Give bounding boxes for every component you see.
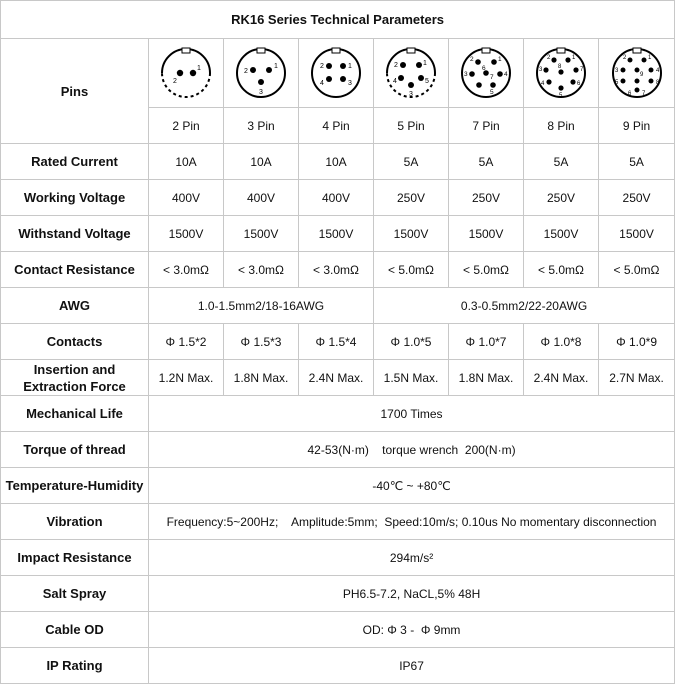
- table-cell: 2.4N Max.: [524, 360, 599, 396]
- table-row: [1, 468, 675, 504]
- connector-4pin-icon: [303, 43, 369, 103]
- pin: [620, 79, 625, 84]
- pin-type-cell: 2 Pin: [149, 108, 224, 144]
- row-label: Salt Spray: [1, 576, 149, 612]
- table-cell: 1.8N Max.: [224, 360, 299, 396]
- pin-number: 2: [470, 56, 474, 63]
- table-cell: 5A: [524, 144, 599, 180]
- pin-number: 3: [409, 91, 413, 98]
- row-label: Vibration: [1, 504, 149, 540]
- pin: [340, 76, 346, 82]
- pin: [497, 71, 503, 77]
- table-cell: 400V: [224, 180, 299, 216]
- connector-outline-lower: [162, 73, 210, 97]
- keyway-notch: [407, 48, 415, 53]
- pin: [266, 67, 272, 73]
- table-row: [1, 540, 675, 576]
- table-row: [1, 360, 675, 396]
- pin-number: 4: [504, 71, 508, 78]
- table-cell: 1700 Times: [149, 396, 675, 432]
- table-cell: Φ 1.5*4: [299, 324, 374, 360]
- row-label: Temperature-Humidity: [1, 468, 149, 504]
- pin-number: 2: [244, 68, 248, 75]
- pin: [634, 68, 639, 73]
- pin: [558, 69, 563, 74]
- table-row: [1, 396, 675, 432]
- connector-2pin-icon: [153, 43, 219, 103]
- pin: [190, 70, 196, 76]
- table-row: [1, 180, 675, 216]
- table-row: [1, 576, 675, 612]
- table-cell: Φ 1.0*9: [599, 324, 675, 360]
- table-row: [1, 288, 675, 324]
- row-label-line: Extraction Force: [23, 378, 126, 394]
- pin: [620, 68, 625, 73]
- table-cell: 1.0-1.5mm2/18-16AWG: [149, 288, 374, 324]
- table-cell: 42-53(N·m) torque wrench 200(N·m): [149, 432, 675, 468]
- connector-9pin-icon: [604, 43, 670, 103]
- row-label: Torque of thread: [1, 432, 149, 468]
- pin: [326, 76, 332, 82]
- pin-number: 1: [274, 63, 278, 70]
- table-cell: 5A: [374, 144, 449, 180]
- pin-number: 8: [558, 64, 562, 70]
- pin: [551, 57, 556, 62]
- table-cell: 1500V: [299, 216, 374, 252]
- pin: [573, 67, 578, 72]
- pin: [490, 82, 496, 88]
- pin: [475, 59, 481, 65]
- table-cell: 0.3-0.5mm2/22-20AWG: [374, 288, 675, 324]
- pin-number: 8: [655, 80, 659, 86]
- table-cell: 2.7N Max.: [599, 360, 675, 396]
- pin-diagram-9: [599, 39, 675, 108]
- pin-number: 7: [641, 91, 645, 97]
- table-cell: 5A: [449, 144, 524, 180]
- table-row: [1, 648, 675, 684]
- row-label-line: Insertion and: [33, 361, 116, 377]
- pin-number: 7: [490, 74, 494, 81]
- table-row: [1, 144, 675, 180]
- table-cell: 10A: [149, 144, 224, 180]
- pin-number: 3: [464, 71, 468, 78]
- row-label: Mechanical Life: [1, 396, 149, 432]
- pin-number: 5: [425, 78, 429, 85]
- table-cell: 1500V: [149, 216, 224, 252]
- table-cell: 1500V: [449, 216, 524, 252]
- pin-type-cell: 4 Pin: [299, 108, 374, 144]
- pin: [570, 79, 575, 84]
- connector-outline: [312, 49, 360, 97]
- keyway-notch: [332, 48, 340, 53]
- pin: [408, 82, 414, 88]
- pin: [326, 63, 332, 69]
- table-cell: < 5.0mΩ: [374, 252, 449, 288]
- table-title: RK16 Series Technical Parameters: [1, 1, 675, 39]
- row-label: AWG: [1, 288, 149, 324]
- table-row: [1, 324, 675, 360]
- pin: [400, 62, 406, 68]
- pin-number: 2: [320, 63, 324, 70]
- pin-number: 4: [655, 68, 659, 74]
- table-cell: < 3.0mΩ: [149, 252, 224, 288]
- pin-number: 1: [647, 55, 651, 61]
- table-cell: 1500V: [524, 216, 599, 252]
- table-cell: IP67: [149, 648, 675, 684]
- row-label: Withstand Voltage: [1, 216, 149, 252]
- pin-diagram-3: [224, 39, 299, 108]
- pin: [543, 67, 548, 72]
- table-row: [1, 432, 675, 468]
- pin: [565, 57, 570, 62]
- pin: [416, 62, 422, 68]
- table-cell: 250V: [374, 180, 449, 216]
- connector-5pin-icon: [378, 43, 444, 103]
- table-cell: < 5.0mΩ: [524, 252, 599, 288]
- pin-number: 3: [259, 89, 263, 96]
- row-label: Cable OD: [1, 612, 149, 648]
- pin-number: 5: [490, 89, 494, 96]
- table-cell: < 5.0mΩ: [599, 252, 675, 288]
- pin: [627, 58, 632, 63]
- pin: [258, 79, 264, 85]
- pin-type-cell: 3 Pin: [224, 108, 299, 144]
- pin: [340, 63, 346, 69]
- pin: [634, 88, 639, 93]
- pin-number: 1: [572, 55, 576, 61]
- table-cell: OD: Φ 3 - Φ 9mm: [149, 612, 675, 648]
- table-cell: -40℃ ~ +80℃: [149, 468, 675, 504]
- pin-number: 1: [423, 60, 427, 67]
- table-cell: Φ 1.0*7: [449, 324, 524, 360]
- pin: [177, 70, 183, 76]
- table-cell: 1500V: [599, 216, 675, 252]
- row-label: Working Voltage: [1, 180, 149, 216]
- table-cell: 400V: [299, 180, 374, 216]
- pin-diagram-4: [299, 39, 374, 108]
- pin-number: 1: [197, 65, 201, 72]
- table-cell: 250V: [599, 180, 675, 216]
- table-cell: 1500V: [224, 216, 299, 252]
- pin: [648, 79, 653, 84]
- pin-number: 4: [320, 80, 324, 87]
- table-cell: 250V: [524, 180, 599, 216]
- pin: [546, 79, 551, 84]
- pin-number: 4: [541, 81, 545, 87]
- table-cell: 1500V: [374, 216, 449, 252]
- pin: [250, 67, 256, 73]
- pin-number: 6: [627, 91, 631, 97]
- table-cell: Φ 1.5*3: [224, 324, 299, 360]
- pin-number: 1: [498, 56, 502, 63]
- table-cell: 250V: [449, 180, 524, 216]
- pin-type-cell: 7 Pin: [449, 108, 524, 144]
- table-cell: Frequency:5~200Hz; Amplitude:5mm; Speed:10m/s; 0.10us No momentary disconnection: [149, 504, 675, 540]
- pin: [558, 85, 563, 90]
- pin-number: 1: [348, 63, 352, 70]
- pin-number: 3: [614, 68, 618, 74]
- pin-diagram-2: [149, 39, 224, 108]
- pin-number: 4: [393, 78, 397, 85]
- pin-type-cell: 8 Pin: [524, 108, 599, 144]
- table-cell: 5A: [599, 144, 675, 180]
- pin-number: 3: [539, 67, 543, 73]
- row-label: Contact Resistance: [1, 252, 149, 288]
- pin: [491, 59, 497, 65]
- table-cell: 294m/s²: [149, 540, 675, 576]
- pin: [476, 82, 482, 88]
- keyway-notch: [633, 48, 641, 53]
- row-label: Rated Current: [1, 144, 149, 180]
- pin-diagram-8: [524, 39, 599, 108]
- table-cell: 1.8N Max.: [449, 360, 524, 396]
- row-label: [1, 360, 149, 396]
- pin-number: 2: [622, 55, 626, 61]
- pin: [648, 68, 653, 73]
- pin-number: 5: [614, 80, 618, 86]
- table-cell: Φ 1.0*5: [374, 324, 449, 360]
- pin-number: 7: [580, 67, 584, 73]
- pin-number: 2: [394, 62, 398, 69]
- pin-number: 5: [559, 93, 563, 99]
- pin-diagram-7: [449, 39, 524, 108]
- table-cell: Φ 1.5*2: [149, 324, 224, 360]
- connector-3pin-icon: [228, 43, 294, 103]
- keyway-notch: [557, 48, 565, 53]
- table-row: [1, 612, 675, 648]
- pins-label: Pins: [1, 39, 149, 144]
- keyway-notch: [482, 48, 490, 53]
- pin-number: 6: [482, 65, 486, 72]
- row-label: Contacts: [1, 324, 149, 360]
- connector-8pin-icon: [528, 43, 594, 103]
- table-cell: < 3.0mΩ: [299, 252, 374, 288]
- table-cell: 10A: [299, 144, 374, 180]
- pin: [634, 79, 639, 84]
- table-cell: 400V: [149, 180, 224, 216]
- keyway-notch: [257, 48, 265, 53]
- pin-diagram-5: [374, 39, 449, 108]
- pin-number: 3: [348, 80, 352, 87]
- pin: [418, 75, 424, 81]
- pin-number: 2: [547, 55, 551, 61]
- table-cell: Φ 1.0*8: [524, 324, 599, 360]
- row-label: Impact Resistance: [1, 540, 149, 576]
- pin-number: 2: [173, 78, 177, 85]
- table-cell: 1.5N Max.: [374, 360, 449, 396]
- table-cell: < 3.0mΩ: [224, 252, 299, 288]
- connector-7pin-icon: [453, 43, 519, 103]
- pin-number: 9: [639, 72, 643, 78]
- pin-type-cell: 9 Pin: [599, 108, 675, 144]
- pin-number: 6: [577, 81, 581, 87]
- table-cell: < 5.0mΩ: [449, 252, 524, 288]
- table-row: [1, 252, 675, 288]
- table-cell: 1.2N Max.: [149, 360, 224, 396]
- pin: [641, 58, 646, 63]
- pin-type-cell: 5 Pin: [374, 108, 449, 144]
- table-cell: 10A: [224, 144, 299, 180]
- table-cell: PH6.5-7.2, NaCL,5% 48H: [149, 576, 675, 612]
- pin: [469, 71, 475, 77]
- pin: [398, 75, 404, 81]
- keyway-notch: [182, 48, 190, 53]
- table-row: [1, 504, 675, 540]
- row-label: IP Rating: [1, 648, 149, 684]
- table-cell: 2.4N Max.: [299, 360, 374, 396]
- table-row: [1, 216, 675, 252]
